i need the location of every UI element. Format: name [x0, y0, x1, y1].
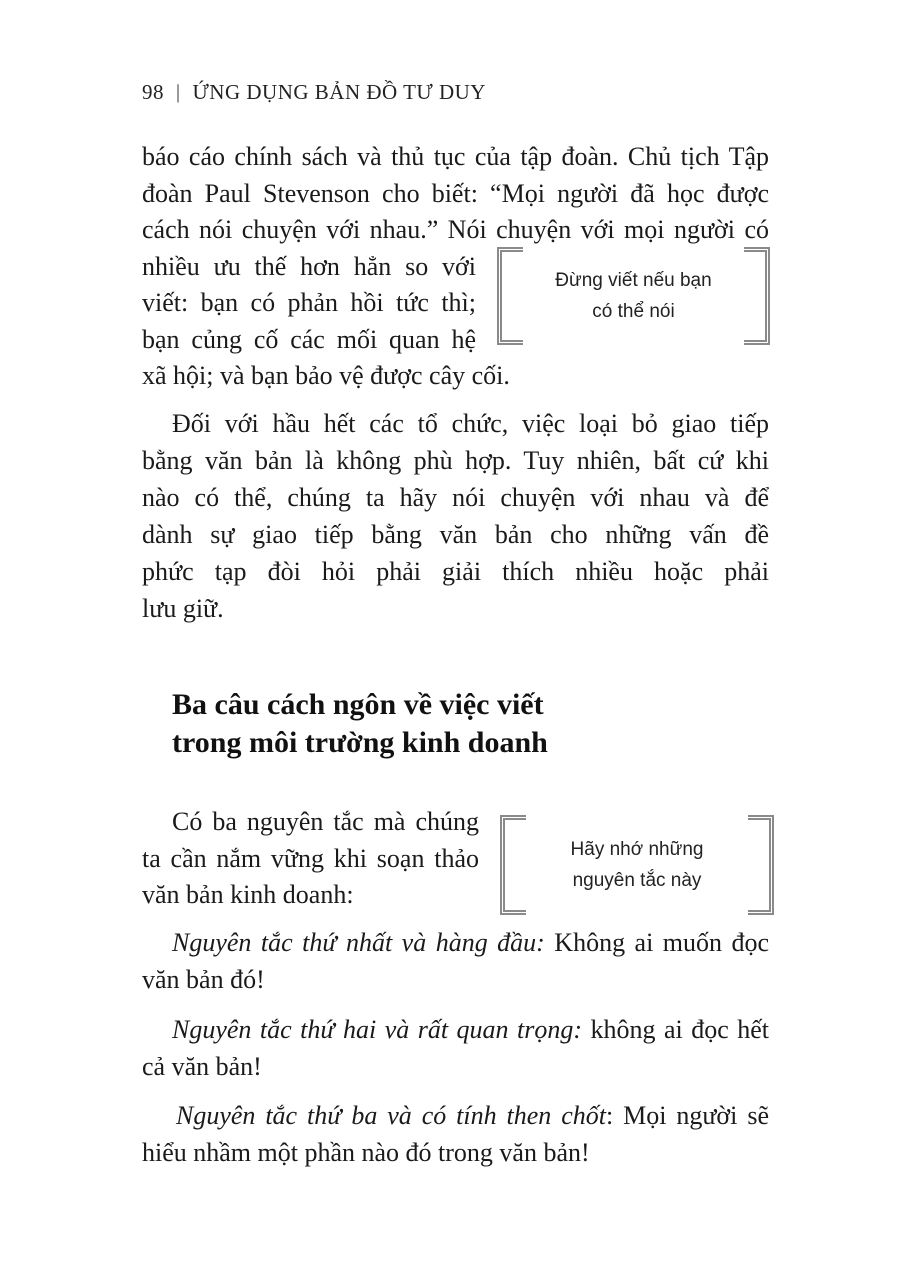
rule-second: [142, 1012, 769, 1049]
rule-first: [142, 925, 769, 962]
intro-line: xã hội; và bạn bảo vệ được cây cối.: [142, 361, 510, 390]
body-line: Đối với hầu hết các tổ chức, việc loại bỏ giao tiếp: [172, 409, 769, 438]
pull-quote-remember: [500, 815, 774, 915]
body-line: văn bản kinh doanh:: [142, 880, 354, 909]
section-heading: [172, 686, 548, 762]
rule-third-cont: hiểu nhầm một phần nào đó trong văn bản!: [142, 1137, 590, 1167]
pull-quote-speak: [497, 247, 770, 345]
pull-quote-line: có thể nói: [592, 301, 675, 322]
book-title: ỨNG DỤNG BẢN ĐỒ TƯ DUY: [192, 80, 486, 104]
rule-second-cont: cả văn bản!: [142, 1051, 262, 1081]
body-line: ta cần nắm vững khi soạn thảo: [142, 843, 479, 873]
rule-label: Nguyên tắc thứ nhất và hàng đầu:: [172, 928, 545, 957]
intro-line: đoàn Paul Stevenson cho biết: “Mọi người đã học được: [142, 178, 769, 208]
body-line: nào có thể, chúng ta hãy nói chuyện với nhau và để: [142, 483, 769, 512]
page-number: 98: [142, 80, 164, 104]
rule-third: [142, 1098, 769, 1135]
rule-text: : Mọi người sẽ: [605, 1101, 769, 1130]
intro-line: báo cáo chính sách và thủ tục của tập đoàn. Chủ tịch Tập: [142, 142, 769, 171]
bracket-right: [744, 247, 770, 345]
section-heading-line: Ba câu cách ngôn về việc viết: [172, 688, 544, 721]
bracket-left: [500, 815, 526, 915]
rule-text: Không ai muốn đọc: [544, 928, 770, 957]
intro-line: viết: bạn có phản hồi tức thì;: [142, 288, 476, 317]
intro-line: nhiều ưu thế hơn hẳn so với: [142, 251, 476, 281]
rule-label: Nguyên tắc thứ ba và có tính then chốt: [176, 1101, 606, 1130]
pull-quote-line: Hãy nhớ những: [570, 839, 704, 860]
pull-quote-line: Đừng viết nếu bạn: [555, 270, 712, 291]
bracket-right: [748, 815, 774, 915]
body-line: lưu giữ.: [142, 594, 224, 623]
rule-label: Nguyên tắc thứ hai và rất quan trọng:: [172, 1015, 583, 1044]
body-line: dành sự giao tiếp bằng văn bản cho những vấn đề: [142, 520, 769, 549]
rule-first-cont: văn bản đó!: [142, 964, 265, 994]
rule-text: không ai đọc hết: [582, 1015, 769, 1044]
intro-line: bạn củng cố các mối quan hệ: [142, 324, 476, 354]
body-line: bằng văn bản là không phù hợp. Tuy nhiên, bất cứ khi: [142, 446, 769, 475]
section-heading-line: trong môi trường kinh doanh: [172, 726, 548, 759]
body-line: phức tạp đòi hỏi phải giải thích nhiều hoặc phải: [142, 557, 769, 586]
intro-line: cách nói chuyện với nhau.” Nói chuyện với mọi người có: [142, 215, 769, 244]
pull-quote-line: nguyên tắc này: [572, 870, 702, 891]
header-separator: |: [176, 81, 181, 103]
body-line: Có ba nguyên tắc mà chúng: [172, 807, 479, 836]
running-header: [142, 80, 486, 105]
bracket-left: [497, 247, 523, 345]
